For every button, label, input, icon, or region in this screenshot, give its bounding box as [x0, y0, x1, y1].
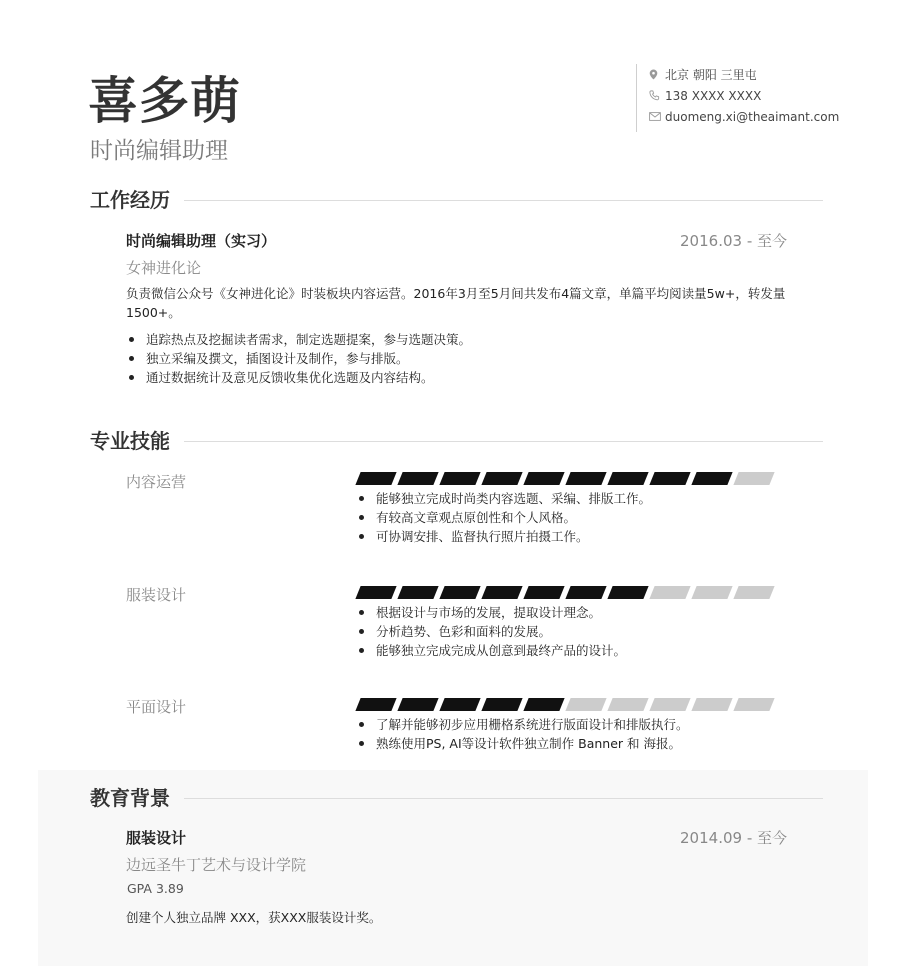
- list-item: 独立采编及撰文，插图设计及制作，参与排版。: [126, 349, 471, 368]
- skill-segment-filled: [397, 698, 438, 711]
- candidate-title: 时尚编辑助理: [90, 138, 228, 164]
- skill-segment-empty: [565, 698, 606, 711]
- skill-name-fashion-design: 服装设计: [126, 586, 187, 604]
- list-item: 分析趋势、色彩和面料的发展。: [356, 622, 626, 641]
- skill-segment-filled: [607, 586, 648, 599]
- list-item: 能够独立完成完成从创意到最终产品的设计。: [356, 641, 626, 660]
- section-title-skills: 专业技能: [90, 429, 170, 453]
- skill-segment-empty: [733, 586, 774, 599]
- skill-segment-filled: [481, 586, 522, 599]
- envelope-icon: [649, 112, 665, 121]
- list-item: 通过数据统计及意见反馈收集优化选题及内容结构。: [126, 368, 471, 387]
- skill-segment-filled: [565, 586, 606, 599]
- email-link[interactable]: duomeng.xi@theaimant.com: [665, 109, 840, 124]
- phone-icon: [649, 90, 665, 101]
- skill-segment-filled: [439, 586, 480, 599]
- skill-segment-empty: [649, 698, 690, 711]
- skill-bullet-list: [356, 715, 689, 753]
- skill-segment-filled: [607, 472, 648, 485]
- skill-segment-filled: [523, 472, 564, 485]
- skill-segment-empty: [733, 698, 774, 711]
- education-section-header: [90, 785, 823, 811]
- skill-segment-filled: [523, 698, 564, 711]
- skill-name-graphic-design: 平面设计: [126, 698, 187, 716]
- work-description: 负责微信公众号《女神进化论》时装板块内容运营。2016年3月至5月间共发布4篇文章，单篇平均阅读量5w+，转发量1500+。: [126, 286, 786, 320]
- skills-section-header: [90, 428, 823, 454]
- skill-segment-empty: [607, 698, 648, 711]
- section-divider: [184, 441, 823, 442]
- work-section-header: [90, 187, 823, 213]
- list-item: 能够独立完成时尚类内容选题、采编、排版工作。: [356, 489, 651, 508]
- list-item: 追踪热点及挖掘读者需求，制定选题提案，参与选题决策。: [126, 330, 471, 349]
- list-item: 根据设计与市场的发展，提取设计理念。: [356, 603, 626, 622]
- education-note: 创建个人独立品牌 XXX，获XXX服装设计奖。: [126, 910, 382, 925]
- skill-segment-filled: [481, 472, 522, 485]
- skill-segment-empty: [691, 698, 732, 711]
- section-title-education: 教育背景: [90, 786, 170, 810]
- skill-bullet-list: [356, 603, 626, 660]
- location-pin-icon: [649, 69, 665, 80]
- contact-email[interactable]: [649, 106, 839, 127]
- section-divider: [184, 200, 823, 201]
- phone-text: 138 XXXX XXXX: [665, 88, 762, 103]
- list-item: 了解并能够初步应用栅格系统进行版面设计和排版执行。: [356, 715, 689, 734]
- skill-segment-filled: [355, 472, 396, 485]
- candidate-name: 喜多萌: [88, 72, 241, 130]
- section-divider: [184, 798, 823, 799]
- skill-segment-filled: [397, 586, 438, 599]
- education-date: 2014.09 - 至今: [680, 829, 787, 847]
- skill-segment-filled: [523, 586, 564, 599]
- work-bullet-list: [126, 330, 471, 387]
- skill-level-bar: [358, 586, 782, 600]
- skill-segment-filled: [439, 698, 480, 711]
- contact-block: [636, 64, 839, 132]
- work-position: 时尚编辑助理（实习）: [126, 232, 277, 250]
- list-item: 熟练使用PS, AI等设计软件独立制作 Banner 和 海报。: [356, 734, 689, 753]
- skill-level-bar: [358, 698, 782, 712]
- skill-segment-filled: [355, 586, 396, 599]
- work-company: 女神进化论: [126, 259, 202, 277]
- education-major: 服装设计: [126, 829, 187, 847]
- skill-segment-filled: [397, 472, 438, 485]
- skill-bullet-list: [356, 489, 651, 546]
- skill-segment-filled: [439, 472, 480, 485]
- list-item: 可协调安排、监督执行照片拍摄工作。: [356, 527, 651, 546]
- skill-segment-filled: [649, 472, 690, 485]
- skill-segment-filled: [355, 698, 396, 711]
- skill-segment-filled: [481, 698, 522, 711]
- skill-name-content-ops: 内容运营: [126, 473, 187, 491]
- work-date: 2016.03 - 至今: [680, 232, 787, 250]
- skill-segment-empty: [691, 586, 732, 599]
- list-item: 有较高文章观点原创性和个人风格。: [356, 508, 651, 527]
- skill-segment-filled: [691, 472, 732, 485]
- skill-segment-filled: [565, 472, 606, 485]
- skill-level-bar: [358, 472, 782, 486]
- education-gpa: GPA 3.89: [127, 881, 184, 896]
- contact-phone: [649, 85, 839, 106]
- contact-location: [649, 64, 839, 85]
- education-school: 边远圣牛丁艺术与设计学院: [126, 856, 307, 874]
- skill-segment-empty: [649, 586, 690, 599]
- location-text: 北京 朝阳 三里屯: [665, 68, 757, 82]
- skill-segment-empty: [733, 472, 774, 485]
- section-title-work: 工作经历: [90, 188, 170, 212]
